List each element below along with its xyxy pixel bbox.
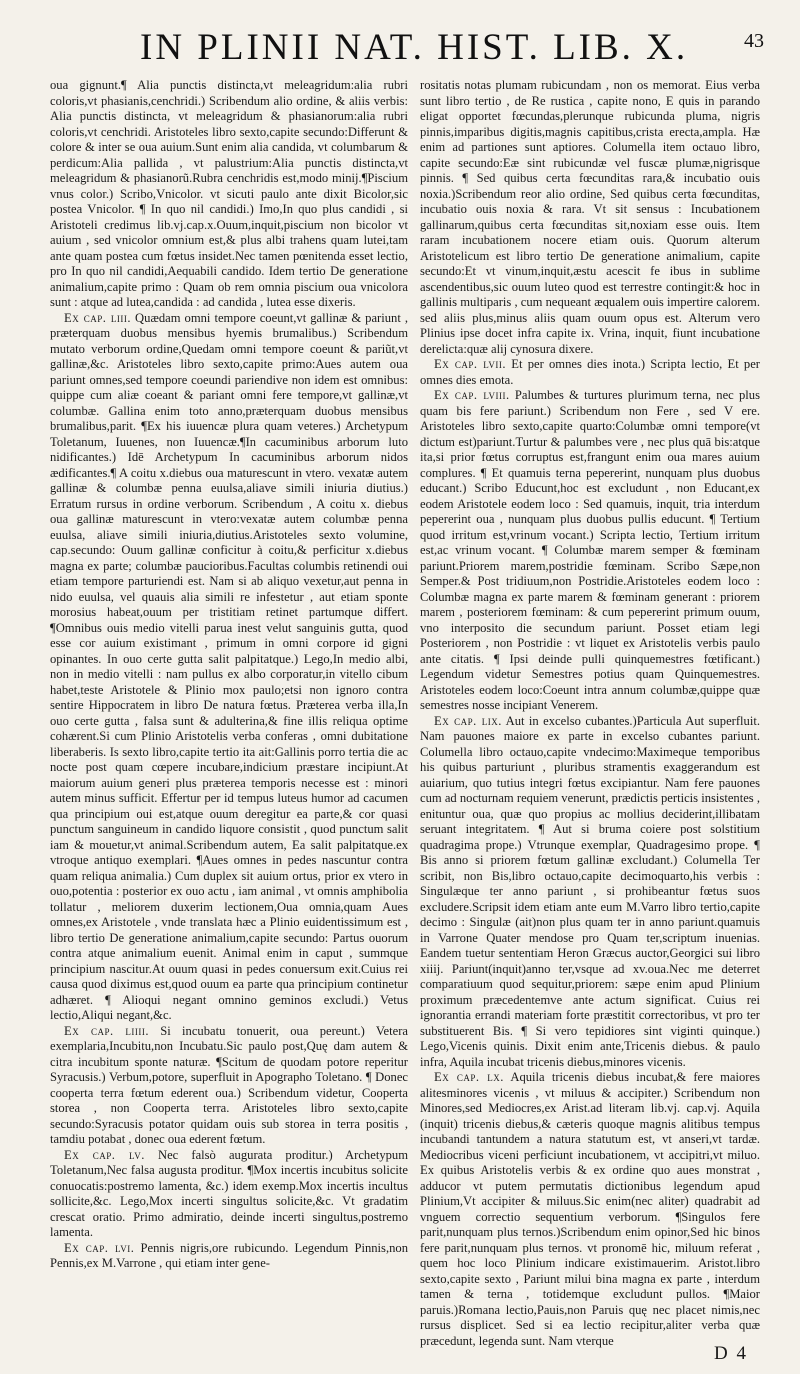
paragraph-text: rositatis notas plumam rubicundam , non os memorat. Eius verba sunt libro tertio , de Re rustica , capite nono, E quis in parando eligat opportet fœcundas,plerunque rubicunda pluma, nigris pinnis,imparibus digitis,magnis capitibus,crista erecta,ampla. Hæ enim ad partiones sunt aptiores. Columella item octauo libro, capite secundo:Eæ sint rubicundæ vel fuscæ plumæ,nigrisque pinnis. ¶ Sed quibus certa fœcunditas rara,& incubatio ouis noxia.)Scribendum reor alio ordine, Sed quibus certa fœcunditas, incubatio ouis noxia & rara. Vt sit sensus : Incubationem gallinarum,quibus certa fœcunditas sit,noxiam esse ouis. Item raram incubationem nocere etiam ouis. Quorum alterum Aristotelicum est libro tertio De generatione animalium, capite secundo:Et vt vinum,inquit,æstu acescit fe ibus in sublime ascendentibus,sic ouum luteo quod est terrestre contingit:& hoc in gallinis multiparis , cum nequeant æqualem ouis impertire calorem. sed aliis plus,minus aliis quam ouum opus est. Alterum vero Plinius ipse docet infra capite ix. Vrina, inquit, fiunt incubatione derelicta:quæ alij cynosura dixere. xyxy=(420,78,760,356)
chapter-heading: Ex cap. lix. xyxy=(434,713,502,728)
page-header xyxy=(0,20,800,76)
paragraph-text: Et per omnes dies inota.) Scripta lectio, Et per omnes dies emota. xyxy=(420,357,760,387)
chapter-heading: Ex cap. lvi. xyxy=(64,1240,135,1255)
paragraph-text: Pennis nigris,ore rubicundo. Legendum Pinnis,non Pennis,ex M.Varrone , qui etiam inter gene- xyxy=(50,1240,408,1270)
paragraph xyxy=(420,714,760,1071)
chapter-heading: Ex cap. lviii. xyxy=(434,388,510,402)
paragraph xyxy=(420,78,760,357)
signature-mark: D 4 xyxy=(714,1343,748,1364)
paragraph xyxy=(50,78,408,311)
paragraph-text: Quædam omni tempore coeunt,vt gallinæ & pariunt , præterquam duobus mensibus hyemis brumalibus.) Scribendum mutato verborum ordine,Quedam omni tempore coeunt & pariũt,vt gallinæ,&c. Aristoteles libro sexto,capite primo:Aues autem oua pariunt omnes,sed tempore coeundi pariendive non idem est omnibus: quippe cum aliæ coeant & pariant omni fere tempore,vt gallinæ,vt columbæ. Gallina enim toto anno,præterquam duobus mensibus brumalibus,parit. ¶Ex his iuuencæ plura quam veteres.) Archetypum Toletanum, Iuuenes, non Iuuencæ.¶In cacuminibus arborum luto nidificantes.) Idē Archetypum In cacuminibus arborum nidos ædificantes.¶ A coitu x.diebus oua maturescunt in vtero. vexatæ autem gallinæ & columbæ penna euulsa,aliave simili iniuria diutius.) Erratum rursus in ordine verborum. Scribendum , A coitu x. diebus oua gallinæ maturescunt in vtero:vexatæ autem columbæ penna euulsa, aliave simili iniuria,diutius.Aristoteles sexto volumine, cap.secundo: Ouum gallinæ conficitur à coitu,& perficitur x.diebus magna ex parte; columbæ paucioribus.Facultas columbis retinendi oui etiam tempore parturiendi est. Nam si ab aliquo vexetur,aut penna in nido euulsa, vel quauis alia simili re infestetur , aut etiam sponte morosius habeat,ouum per tristitiam retinet partumque differt. ¶Omnibus ouis medio vitelli parua inest velut sanguinis gutta, quod esse cor auium existimant , primum in omni corpore id gigni opinantes. In ouo certe gutta salit palpitatque.) Lego,In medio albi, non in medio vitelli : nam pullus ex albo corporatur,in vitello cibum habet,teste Aristotele & Plinio mox paulo;etsi non ignoro contra sentire Hippocratem in libro De natura fœtus. Præterea verba illa,In ouo certe gutta , falsa sunt & adulterina,& fine illis reliqua optime cohærent.Si cum Plinio Aristotelis verba conferas , omni dubitatione liberaberis. Is sexto libro,capite tertio ita ait:Gallinis porro tertia die ac nocte post quam cœpere incubare,indicium præstare incipiunt.At maiorum auium generi plus præterea temporis necesse est : minori autem minus sufficit. Effertur per id tempus luteus humor ad cacumen qua principium oui est,atque ouum deregitur ea parte,& cor quasi punctum sanguineum in candido liquore consistit , quod punctum salit iam & mouetur,vt animal.Scribendum autem, Ea salit palpitatque.ex vtroque antiquo exemplari. ¶Aues omnes in pedes nascuntur contra quam reliqua animalia.) Cum duplex sit auium ortus, prior ex vtero in ouo,potentia : posterior ex ouo actu , iam animal , vt omnis amphibolia tollatur , meliorem duxerim lectionem,Oua omnia,quam Aues omnes,ex Aristotele , vnde translata hæc a Plinio euidentissimum est , libro tertio De generatione animalium,capite secundo: Partus ouorum contra atque animalium euenit. Animal enim in caput , summque principium nascitur.At ouum quasi in pedes conuersum exit.Cuius rei causa quod diximus est,quod ouum ea parte qua principium continetur adhæret. ¶ Alioqui negant omnino geminos excludi.) Vetus lectio,Aliqui negant,&c. xyxy=(50,310,408,1022)
paragraph xyxy=(50,311,408,1024)
paragraph xyxy=(50,1024,408,1148)
chapter-heading: Ex cap. lv. xyxy=(64,1147,145,1162)
paragraph-text: oua gignunt.¶ Alia punctis distincta,vt meleagridum:alia rubri coloris,vt phasianis,cenchridi.) Scribendum alio ordine, & aliis verbis: Alia punctis distincta, vt meleagridum & phasianorum:alia rubri coloris,vt cenchridi. Aristoteles libro sexto,capite secundo:Differunt & colore & inter se oua auium.Sunt enim alia candida, vt columbarum & perdicum:Alia pallida , vt palustrium:Alia punctis distincta,vt meleagridum & phasianorũ.Rubra cenchridis est,modo minij.¶Piscium vnus color.) Scribo,Vnicolor. vt sicuti paulo ante dixit Bicolor,sic postea Vnicolor. ¶ In quo nil candidi.) Imo,In quo plus candidi , si Aristoteli credimus lib.vj.cap.x.Ouum,inquit,piscium non bicolor vt auium , sed vnicolor omnium est,& plus albi trahens quam lutei,tam ante quam postea cum fœtus insidet.Nec tamen pœnitenda esset lectio, pro In quo nil candidi,Aequabili candido. Idem tertio De generatione animalium,capite primo : Quam ob rem omnia piscium oua vnicolora sunt : atque ad lutea,candida : ad candida , lutea esse dixeris. xyxy=(50,78,408,309)
paragraph-text: Aquila tricenis diebus incubat,& fere maiores alitesminores vicenis , vt miluus & accipiter.) Scribendum non Minores,sed Mediocres,ex Arist.ad literam lib.vj. cap.vj. Aquila (inquit) tricenis diebus,& cæteris quoque magnis alitibus tempus incubandi tantundem a natura statutum est, vt anseri,vt tardæ. Mediocribus viceni perficiunt incubationem, vt accipitri,vt miluo. Ex quibus Aristotelis verbis & ex ordine quo aues monstrat , adducor vt putem permutatis dictionibus legendum apud Plinium,Vt accipiter & miluus.Sic enim(nec aliter) quadrabit ad vnguem correctio sequentium verborum. ¶Singulos fere parit,nunquam plus ternos.)Scribendum enim opinor,Sed hic binos fere parit,nunquam plus ternos. vt pronomē hic, miluum referat , quem hoc loco Plinium indicare existimauerim. Aristot.libro sexto,capite sexto , Pariunt milui bina magna ex parte , interdum tamen & terna , totidemque excludunt pullos. ¶Maior paruis.)Romana lectio,Pauis,non Paruis quę nec placet nimis,nec rursus displicet. Sed si ea lectio recipitur,aliter verba quæ præcedunt, legenda sunt. Nam vterque xyxy=(420,1070,760,1348)
running-title: IN PLINII NAT. HIST. LIB. X. xyxy=(140,27,689,68)
page-number: 43 xyxy=(744,30,764,52)
paragraph-text: Nec falsò augurata proditur.) Archetypum Toletanum,Nec falsa augusta proditur. ¶Mox incertis incubitus solicite conuocatis:postremo lamenta, &c.) idem exemp.Mox incertis incultus sollicite,&c. Lego,Mox incerti singultus solicite,&c. Vt gradatim crescat oratio. Primo admiratio, deinde incerti singultus,postremo lamenta. xyxy=(50,1147,409,1239)
paragraph xyxy=(420,1070,760,1349)
paragraph xyxy=(420,357,760,388)
chapter-heading: Ex cap. lvii. xyxy=(434,357,507,371)
paragraph-text: Si incubatu tonuerit, oua pereunt.) Vetera exemplaria,Incubitu,non Incubatu.Sic paulo post,Quę dam autem & citra incubitum sponte naturæ. ¶Scitum de quodam potore reperitur Syracusis.) Verbum,potore, superfluit in Apographo Toletano. ¶ Donec cooperta terra fœtum ederent oua.) Scribendum videtur, Cooperta storea , non Cooperta terra. Aristoteles libro sexto,capite secundo:Syracusis potator quidam ouis sub storea in terra positis , tamdiu potabat , donec oua ederent fœtum. xyxy=(50,1023,408,1146)
chapter-heading: Ex cap. liiii. xyxy=(64,1023,150,1038)
paragraph-text: Aut in excelso cubantes.)Particula Aut superfluit. Nam pauones maiore ex parte in excelso cubantes pariunt. Columella libro octauo,capite vndecimo:Maximeque temporibus his quibus parturiunt , pluribus stramentis exaggerandum est auiarium, quo tutius integri fœtus excipiantur. Nam fere pauones cum ad nocturnam requiem venerunt, prædictis perticis insistentes , enituntur oua, quæ quo propius ac mollius deciderint,illibatam seruant integritatem. ¶ Aut si bruma coiere post solstitium quadragima prope.) Vtrunque exemplar, Quadragesimo prope. ¶ Bis anno si priorem fœtum gallinæ excludant.) Columella Ter scribit, non Bis,libro octauo,capite decimoquarto,his verbis : Singulæque ter anno pariunt , si prohibeantur fœtus suos excludere.Scripsit idem etiam ante eum M.Varro libro tertio,capite decimo : Singulæ (ait)non plus quam ter in anno pariunt.quamuis in Varrone Quater mendose pro Quam ter,scriptum inuenias. Eandem tuetur sententiam Heron Græcus auctor,Georgici sui libro xiiij. Pariunt(inquit)anno ter,vsque ad xv.oua.Nec me deterret comparatiuum quod sequitur,priorem: sæpe enim apud Plinium proximum præcedentemve ante actum significat. Cuius rei ignorantia errandi materiam forte præstitit correctoribus, vt pro ter substituerent Bis. ¶ Si vero tepidiores sint viginti quinque.) Lego,Vicenis quinis. Dixit enim ante,Tricenis diebus. & paulo infra, Aquila incubat tricenis diebus,minores vicenis. xyxy=(420,713,760,1069)
chapter-heading: Ex cap. liii. xyxy=(64,310,132,325)
paragraph-text: Palumbes & turtures plurimum terna, nec plus quam bis fere pariunt.) Scribendum non Fere , sed V ere. Aristoteles libro sexto,capite quarto:Columbæ omni tempore(vt dictum est)pariunt.Turtur & palumbes vere , nec plus quā bis:atque ita,si prior fœtus corruptus est,frangunt enim oua mares auium complures. ¶ Et quamuis terna pepererint, nunquam plus duobus educant.) Scribo Educunt,hoc est excludunt , non Educant,ex eodem Aristotele eodem loco : Sed quamuis, inquit, tria interdum pepererint oua , nunquam plus duobus pullis educunt. ¶ Tertium quod irritum est,vrinum vocant.) Scripta lectio, Tertium irritum est,ac vrinum vocant. ¶ Columbæ marem semper & fœminam pariunt.Priorem marem,postridie fœminam. Scribo Sæpe,non Semper.& Post tridiuum,non Postridie.Aristoteles eodem loco : Columbæ magna ex parte marem & fœminam generant : priorem marem , posteriorem fœminam: & cum pepererint primum ouum, vno interposito die secundum pariunt. Posset etiam legi Posteriorem , non Postridie : vt liquet ex Aristotelis verbis paulo ante citatis. ¶ Ipsi deinde pulli quinquemestres fœtificant.) Legendum videtur Semestres potius quam Quinquemestres. Aristoteles eodem loco:Coeunt intra annum columbæ,quippe quæ semestres nosse incipiant Venerem. xyxy=(420,388,760,712)
paragraph xyxy=(50,1148,408,1241)
chapter-heading: Ex cap. lx. xyxy=(434,1070,504,1084)
right-text-column xyxy=(420,78,760,1348)
left-text-column xyxy=(50,78,408,1340)
paragraph xyxy=(420,388,760,714)
paragraph xyxy=(50,1241,408,1272)
